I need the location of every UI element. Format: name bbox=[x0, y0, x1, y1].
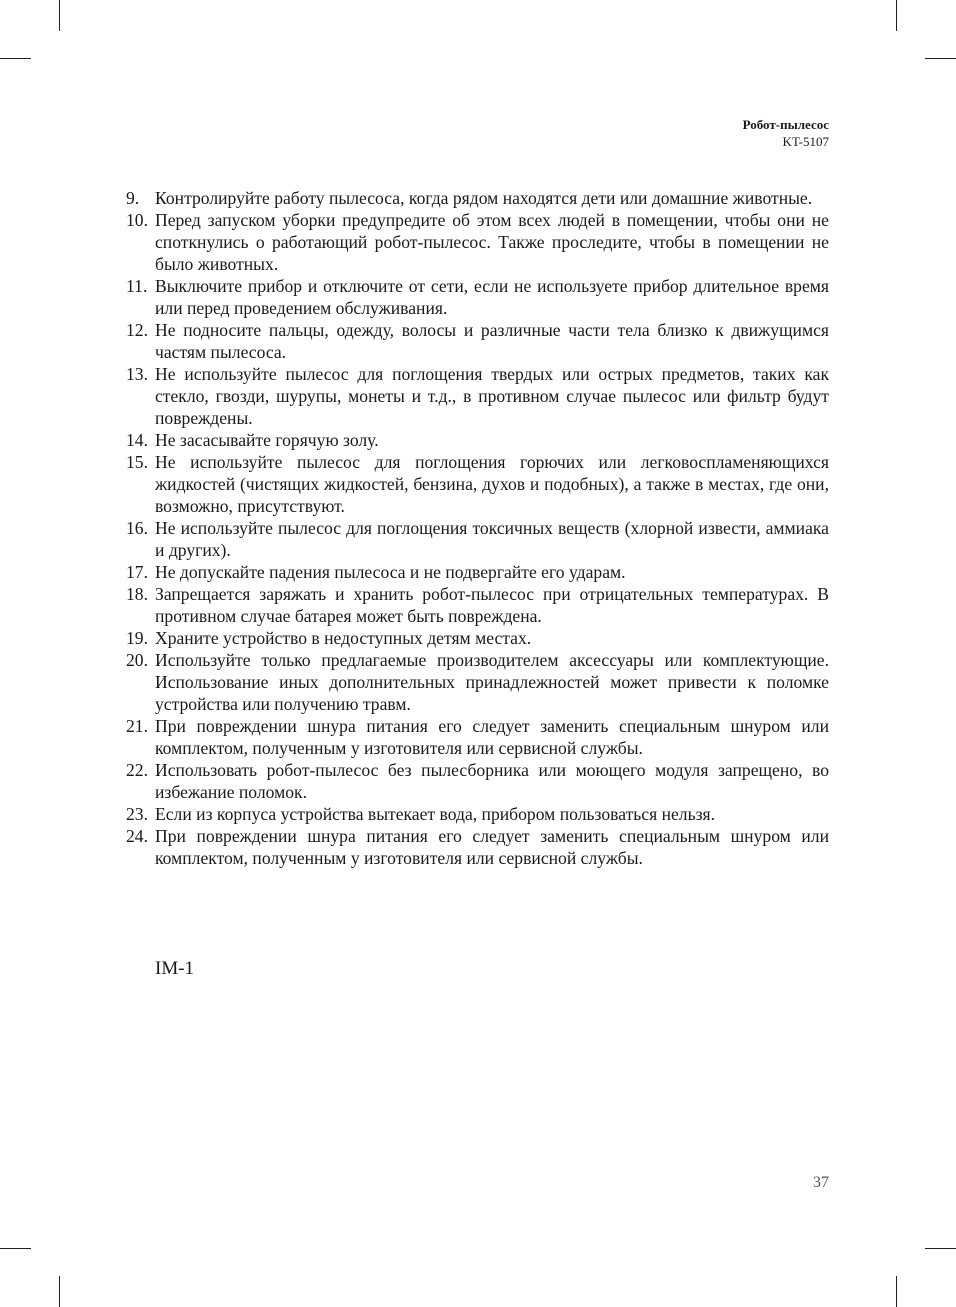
item-number: 21. bbox=[126, 716, 148, 736]
item-text: Не засасывайте горячую золу. bbox=[155, 430, 379, 450]
list-item bbox=[126, 187, 829, 209]
item-number: 24. bbox=[126, 826, 148, 846]
item-text: При повреждении шнура питания его следует заменить специальным шнуром или комплектом, полученным у изготовителя или сервисной службы. bbox=[155, 826, 829, 868]
item-number: 11. bbox=[126, 276, 148, 296]
item-number: 23. bbox=[126, 804, 148, 824]
item-text: Не используйте пылесос для поглощения твердых или острых предметов, таких как стекло, гвозди, шурупы, монеты и т.д., в противном случае пылесос или фильтр будут повреждены. bbox=[155, 364, 829, 428]
item-text: Используйте только предлагаемые производителем аксессуары или комплектующие. Использование иных дополнительных принадлежностей может привести к поломке устройства или получению травм. bbox=[155, 650, 829, 714]
list-item bbox=[126, 209, 829, 275]
crop-mark-right-bottom bbox=[925, 1248, 956, 1249]
list-item bbox=[126, 429, 829, 451]
running-header bbox=[743, 116, 829, 150]
crop-mark-bottom-left bbox=[59, 1276, 60, 1307]
list-item bbox=[126, 649, 829, 715]
item-text: Выключите прибор и отключите от сети, если не используете прибор длительное время или перед проведением обслуживания. bbox=[155, 276, 829, 318]
list-item bbox=[126, 517, 829, 561]
document-code: IM-1 bbox=[155, 958, 195, 979]
crop-mark-top-left bbox=[59, 0, 60, 31]
header-model: KT-5107 bbox=[782, 134, 829, 149]
crop-mark-top-right bbox=[896, 0, 897, 31]
page-number: 37 bbox=[813, 1174, 829, 1191]
item-number: 13. bbox=[126, 364, 148, 384]
crop-mark-right-top bbox=[925, 58, 956, 59]
item-text: Использовать робот-пылесос без пылесборника или моющего модуля запрещено, во избежание поломок. bbox=[155, 760, 829, 802]
item-text: Храните устройство в недоступных детям местах. bbox=[155, 628, 532, 648]
list-item bbox=[126, 583, 829, 627]
item-number: 19. bbox=[126, 628, 148, 648]
item-number: 20. bbox=[126, 650, 148, 670]
item-number: 17. bbox=[126, 562, 148, 582]
item-number: 16. bbox=[126, 518, 148, 538]
item-text: Не используйте пылесос для поглощения горючих или легковоспламеняющихся жидкостей (чистящих жидкостей, бензина, духов и подобных), а также в местах, где они, возможно, присутствуют. bbox=[155, 452, 829, 516]
list-item bbox=[126, 759, 829, 803]
list-item bbox=[126, 561, 829, 583]
item-number: 12. bbox=[126, 320, 148, 340]
crop-mark-left-top bbox=[0, 58, 31, 59]
list-item bbox=[126, 451, 829, 517]
item-number: 18. bbox=[126, 584, 148, 604]
crop-mark-left-bottom bbox=[0, 1248, 31, 1249]
header-title: Робот-пылесос bbox=[742, 117, 829, 132]
item-number: 10. bbox=[126, 210, 148, 230]
item-number: 14. bbox=[126, 430, 148, 450]
list-item bbox=[126, 825, 829, 869]
list-item bbox=[126, 627, 829, 649]
item-text: Контролируйте работу пылесоса, когда рядом находятся дети или домашние животные. bbox=[155, 188, 813, 208]
item-number: 15. bbox=[126, 452, 148, 472]
list-item bbox=[126, 715, 829, 759]
item-text: Перед запуском уборки предупредите об этом всех людей в помещении, чтобы они не споткнулись о работающий робот-пылесос. Также проследите, чтобы в помещении не было животных. bbox=[155, 210, 829, 274]
item-number: 22. bbox=[126, 760, 148, 780]
item-text: Не используйте пылесос для поглощения токсичных веществ (хлорной извести, аммиака и других). bbox=[155, 518, 829, 560]
item-text: Запрещается заряжать и хранить робот-пылесос при отрицательных температурах. В противном случае батарея может быть повреждена. bbox=[155, 584, 829, 626]
item-text: При повреждении шнура питания его следует заменить специальным шнуром или комплектом, полученным у изготовителя или сервисной службы. bbox=[155, 716, 829, 758]
list-item bbox=[126, 363, 829, 429]
safety-instructions-list bbox=[126, 187, 829, 869]
crop-mark-bottom-right bbox=[896, 1276, 897, 1307]
item-text: Не подносите пальцы, одежду, волосы и различные части тела близко к движущимся частям пылесоса. bbox=[155, 320, 829, 362]
item-text: Если из корпуса устройства вытекает вода, прибором пользоваться нельзя. bbox=[155, 804, 716, 824]
list-item bbox=[126, 803, 829, 825]
list-item bbox=[126, 319, 829, 363]
item-number: 9. bbox=[126, 188, 140, 208]
item-text: Не допускайте падения пылесоса и не подвергайте его ударам. bbox=[155, 562, 626, 582]
list-item bbox=[126, 275, 829, 319]
